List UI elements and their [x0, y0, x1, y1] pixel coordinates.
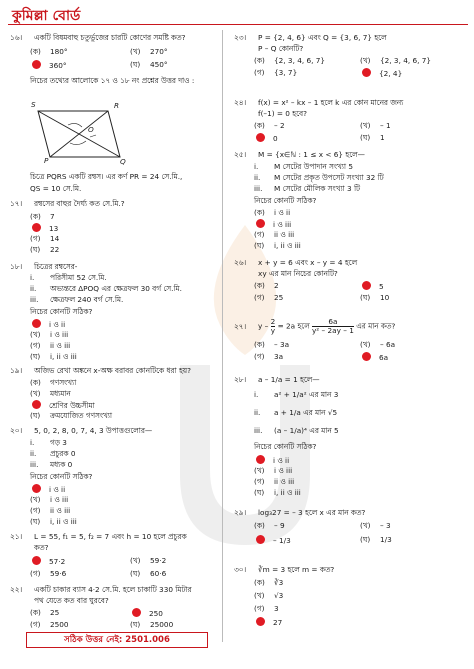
q20-statement-i: i. গড় 3 [30, 438, 67, 447]
question-22: ২২। একটি চাকার ব্যাস 4·2 সে.মি. হলে চাকাটি 330 মিটার [10, 585, 192, 594]
q16-option-b[interactable]: (খ) 270° [130, 47, 168, 56]
question-27: ২৭। y – $\frac{2}{y}$ = 2a হলে $\frac{6a}{\text{y² – 2ay – 1}}$ এর মান কত? [234, 317, 396, 335]
q25-statement-ii: ii. M সেটের প্রকৃত উপসেট সংখ্যা 32 টি [254, 173, 384, 182]
q22-option-c[interactable]: (গ) 2500 [30, 620, 69, 629]
q18-statement-iii: iii. ক্ষেত্রফল 240 বর্গ সে.মি. [30, 295, 124, 304]
q30-option-a[interactable]: (ক) ∛3 [254, 578, 284, 587]
answer-dot [132, 608, 141, 617]
page-header [8, 4, 468, 25]
q24-option-d[interactable]: (ঘ) 1 [360, 133, 385, 142]
q18-statement-i: i. পরিসীমা 52 সে.মি. [30, 273, 107, 282]
q28-option-b[interactable]: (খ) i ও iii [254, 466, 293, 475]
q17-option-a[interactable]: (ক) 7 [30, 212, 55, 221]
column-divider [222, 30, 223, 642]
q16-option-a[interactable]: (ক) 180° [30, 47, 68, 56]
q27-option-c[interactable]: (গ) 3a [254, 352, 284, 361]
answer-dot [32, 223, 41, 232]
q27-option-d[interactable]: 6a [360, 352, 388, 362]
fig-label-p: P [44, 156, 49, 165]
q16-option-d[interactable]: (ঘ) 450° [130, 60, 168, 69]
q23-option-d[interactable]: {2, 4} [360, 68, 402, 78]
q25-option-d[interactable]: (ঘ) i, ii ও iii [254, 241, 301, 250]
answer-dot [256, 455, 265, 464]
question-23: ২৩। P = {2, 4, 6} এবং Q = {3, 6, 7} হলে [234, 33, 387, 42]
q17-option-b[interactable]: 13 [30, 223, 58, 233]
instruction-17-18: নিচের তথ্যের আলোকে ১৭ ও ১৮ নং প্রশ্নের উত্তর দাও : [30, 76, 195, 85]
question-26: ২৬। x + y = 6 এবং x – y = 4 হলে [234, 258, 358, 267]
q26-option-c[interactable]: (গ) 25 [254, 293, 284, 302]
answer-dot [256, 535, 265, 544]
stem-rhombus-line1: চিত্রে PQRS একটি রম্বস। এর কর্ণ PR = 24 সে.মি., [30, 172, 183, 181]
q20-ask: নিচের কোনটি সঠিক? [30, 472, 93, 481]
q19-option-c[interactable]: শ্রেণির উচ্চসীমা [30, 400, 95, 413]
q19-option-a[interactable]: (ক) গণসংখ্যা [30, 378, 77, 387]
q29-option-a[interactable]: (ক) – 9 [254, 521, 285, 530]
rhombus-figure [28, 107, 128, 165]
answer-key-box: সঠিক উত্তর নেই: 2501.006 [26, 632, 208, 648]
q24-option-b[interactable]: (খ) – 1 [360, 121, 391, 130]
q28-statement-ii: ii. a + 1/a এর মান √5 [254, 408, 338, 417]
q18-option-d[interactable]: (ঘ) i, ii ও iii [30, 352, 77, 361]
q28-option-d[interactable]: (ঘ) i, ii ও iii [254, 488, 301, 497]
q22-option-d[interactable]: (ঘ) 25000 [130, 620, 174, 629]
q28-statement-iii: iii. (a – 1/a)⁴ এর মান 5 [254, 426, 339, 435]
q19-option-d[interactable]: (ঘ) ক্রমযোজিত গণসংখ্যা [30, 411, 112, 420]
q21-option-b[interactable]: (খ) 59·2 [130, 556, 167, 565]
q20-statement-iii: iii. মধ্যক 0 [30, 460, 73, 469]
q18-option-a[interactable]: i ও ii [30, 319, 65, 332]
question-20: ২০। 5, 0, 2, 8, 0, 7, 4, 3 উপাত্তগুলোর— [10, 426, 153, 435]
board-title: কুমিল্লা বোর্ড [12, 8, 81, 24]
q17-option-c[interactable]: (গ) 14 [30, 234, 60, 243]
q18-ask: নিচের কোনটি সঠিক? [30, 307, 93, 316]
q21-option-c[interactable]: (গ) 59·6 [30, 569, 67, 578]
q29-option-c[interactable]: – 1/3 [254, 535, 291, 545]
q18-option-c[interactable]: (গ) ii ও iii [30, 341, 71, 350]
q23-option-b[interactable]: (খ) {2, 3, 4, 6, 7} [360, 56, 432, 65]
question-24-cont: f(–1) = 0 হবে? [258, 109, 307, 118]
question-24: ২৪। f(x) = x² – kx – 1 হলে k এর কোন মানের জন্য [234, 98, 404, 107]
q16-option-c[interactable]: 360° [30, 60, 67, 70]
q25-ask: নিচের কোনটি সঠিক? [254, 196, 317, 205]
fig-label-s: S [31, 100, 36, 109]
q21-option-d[interactable]: (ঘ) 60·6 [130, 569, 167, 578]
question-22-cont: পথ যেতে কত বার ঘুরবে? [34, 596, 109, 605]
q28-statement-i: i. a² + 1/a² এর মান 3 [254, 390, 339, 399]
q18-statement-ii: ii. অভ্যন্তরে ΔPOQ এর ক্ষেত্রফল 30 বর্গ সে.মি. [30, 284, 182, 293]
question-19: ১৯। অজিভ রেখা অঙ্কনে x-অক্ষ বরাবর কোনটিকে ধরা হয়? [10, 366, 191, 375]
answer-dot [362, 68, 371, 77]
q25-statement-iii: iii. M সেটের মৌলিক সংখ্যা 3 টি [254, 184, 361, 193]
q20-option-c[interactable]: (গ) ii ও iii [30, 506, 71, 515]
fig-label-r: R [114, 101, 120, 110]
q17-option-d[interactable]: (ঘ) 22 [30, 245, 60, 254]
q20-option-a[interactable]: i ও ii [30, 484, 65, 497]
question-28: ২৮। a – 1/a = 1 হলে— [234, 375, 320, 384]
q30-option-d[interactable]: 27 [254, 617, 282, 627]
q26-option-b[interactable]: 5 [360, 281, 384, 291]
q28-option-c[interactable]: (গ) ii ও iii [254, 477, 295, 486]
fig-label-o: O [88, 125, 94, 134]
q25-option-a[interactable]: (ক) i ও ii [254, 208, 291, 217]
q28-option-a[interactable]: i ও ii [254, 455, 289, 468]
answer-dot [32, 400, 41, 409]
question-21-cont: কত? [34, 543, 49, 552]
question-25: ২৫। M = {x∈ℕ : 1 ≤ x < 6} হলে— [234, 150, 365, 159]
question-16: ১৬। একটি বিষমবাহু চতুর্ভুজের চারটি কোণের সমষ্টি কত? [10, 33, 186, 42]
question-29: ২৯। log₃27 = – 3 হলে x এর মান কত? [234, 508, 366, 517]
q20-statement-ii: ii. প্রচুরক 0 [30, 449, 76, 458]
q22-option-b[interactable]: 250 [130, 608, 163, 618]
q28-ask: নিচের কোনটি সঠিক? [254, 442, 317, 451]
answer-dot [256, 617, 265, 626]
q23-option-a[interactable]: (ক) {2, 3, 4, 6, 7} [254, 56, 326, 65]
q26-option-d[interactable]: (ঘ) 10 [360, 293, 390, 302]
q24-option-c[interactable]: 0 [254, 133, 278, 143]
q19-option-b[interactable]: (খ) মধ্যমান [30, 389, 71, 398]
q22-option-a[interactable]: (ক) 25 [30, 608, 60, 617]
q23-option-c[interactable]: (গ) {3, 7} [254, 68, 298, 77]
q27-option-b[interactable]: (খ) – 6a [360, 340, 396, 349]
q29-option-d[interactable]: (ঘ) 1/3 [360, 535, 392, 544]
question-23-cont: P – Q কোনটি? [258, 44, 304, 53]
question-18: ১৮। চিত্রের রম্বসের- [10, 262, 78, 271]
question-17: ১৭। রম্বসের বাহুর দৈর্ঘ্য কত সে.মি.? [10, 199, 125, 208]
answer-dot [32, 319, 41, 328]
answer-dot [32, 60, 41, 69]
q24-option-a[interactable]: (ক) – 2 [254, 121, 285, 130]
q21-option-a[interactable]: 57·2 [30, 556, 65, 566]
q18-option-b[interactable]: (খ) i ও iii [30, 330, 69, 339]
stem-rhombus-line2: QS = 10 সে.মি. [30, 184, 82, 193]
q30-option-c[interactable]: (গ) 3 [254, 604, 279, 613]
answer-dot [362, 352, 371, 361]
answer-dot [32, 484, 41, 493]
question-30: ৩০। ∛m = 3 হলে m = কত? [234, 565, 335, 574]
q29-option-b[interactable]: (খ) – 3 [360, 521, 391, 530]
q20-option-d[interactable]: (ঘ) i, ii ও iii [30, 517, 77, 526]
q25-statement-i: i. M সেটের উপাদান সংখ্যা 5 [254, 162, 353, 171]
q20-option-b[interactable]: (খ) i ও iii [30, 495, 69, 504]
question-26-cont: xy এর মান নিচের কোনটি? [258, 269, 338, 278]
q25-option-c[interactable]: (গ) ii ও iii [254, 230, 295, 239]
answer-dot [32, 556, 41, 565]
fig-label-q: Q [120, 157, 126, 166]
q25-option-b[interactable]: i ও iii [254, 219, 291, 232]
q26-option-a[interactable]: (ক) 2 [254, 281, 279, 290]
q30-option-b[interactable]: (খ) √3 [254, 591, 284, 600]
question-21: ২১। L = 55, f₁ = 5, f₂ = 7 এবং h = 10 হলে প্রচুরক [10, 532, 187, 541]
answer-dot [256, 133, 265, 142]
q27-option-a[interactable]: (ক) – 3a [254, 340, 290, 349]
answer-dot [362, 281, 371, 290]
answer-dot [256, 219, 265, 228]
